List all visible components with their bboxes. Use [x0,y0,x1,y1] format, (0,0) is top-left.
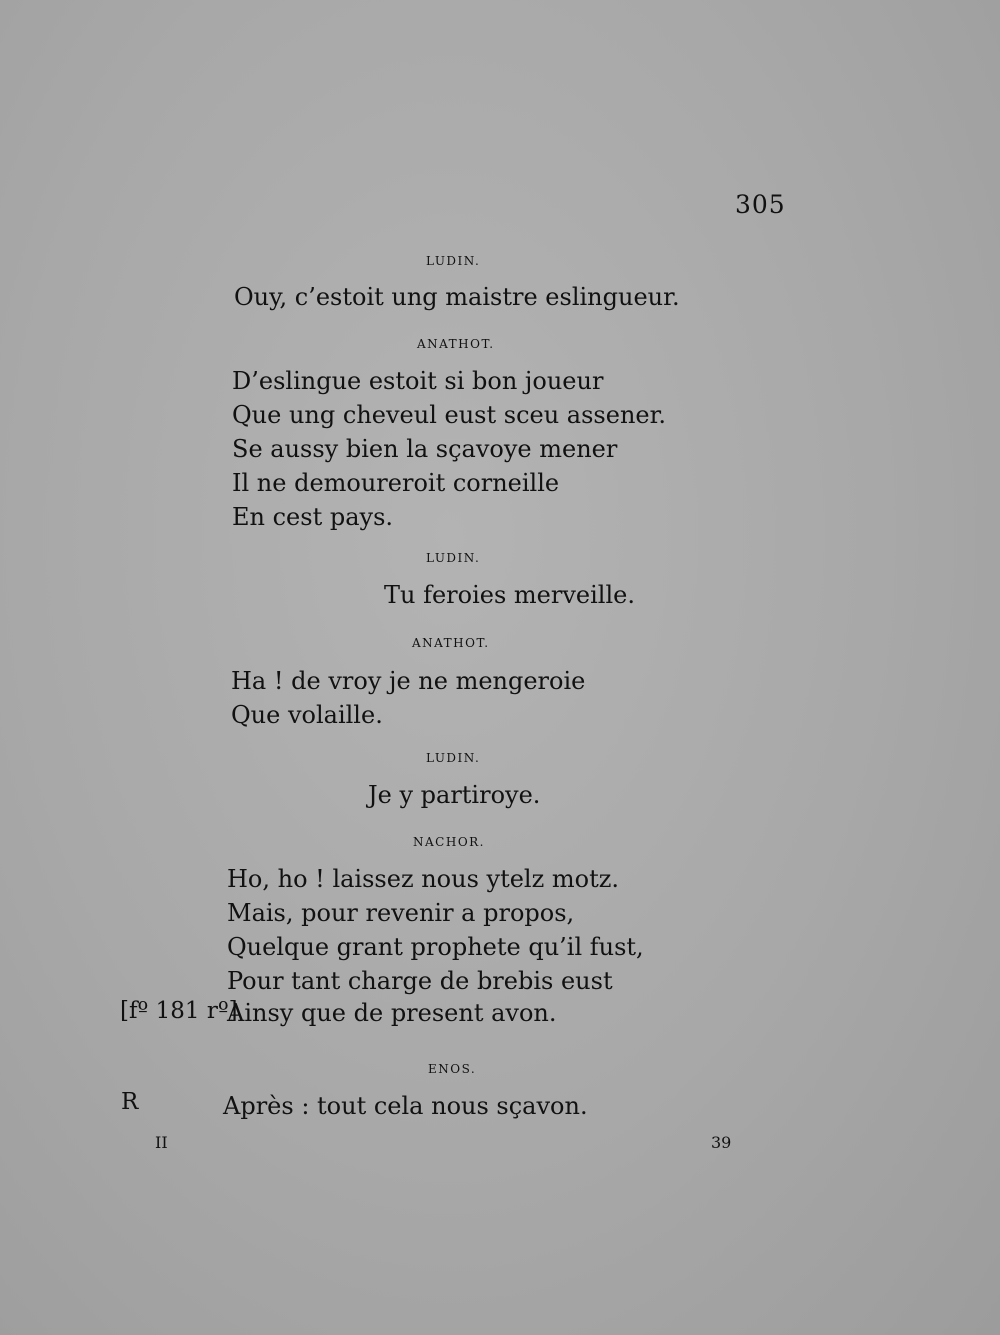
verse-line: Ouy, c’estoit ung maistre eslingueur. [234,283,680,311]
verse-line: Que ung cheveul eust sceu assener. [232,401,667,429]
verse-line: Tu feroies merveille. [384,581,635,609]
verse-line: Pour tant charge de brebis eust [227,967,613,995]
verse-line: Ha ! de vroy je ne mengeroie [231,667,586,695]
verse-line: Quelque grant prophete qu’il fust, [227,933,644,961]
folio-note: [fº 181 rº] [120,998,238,1024]
verse-line: En cest pays. [232,503,394,531]
verse-line: Ainsy que de present avon. [227,999,557,1027]
speaker-ludin: LUDIN. [426,551,481,565]
page-number: 305 [735,190,786,219]
speaker-anathot: ANATHOT. [412,636,490,650]
verse-line: Mais, pour revenir a propos, [227,899,575,927]
signature-left: II [155,1133,168,1152]
verse-line: Il ne demoureroit corneille [232,469,560,497]
signature-right: 39 [711,1133,732,1152]
verse-line: Ho, ho ! laissez nous ytelz motz. [227,865,620,893]
margin-letter: R [121,1089,139,1115]
verse-line: Se aussy bien la sçavoye mener [232,435,618,463]
speaker-enos: ENOS. [428,1062,477,1076]
verse-line: D’eslingue estoit si bon joueur [232,367,604,395]
speaker-ludin: LUDIN. [426,254,481,268]
speaker-anathot: ANATHOT. [417,337,495,351]
speaker-nachor: NACHOR. [413,835,485,849]
verse-line: Que volaille. [231,701,383,729]
verse-line: Je y partiroye. [368,781,541,809]
verse-line: Après : tout cela nous sçavon. [223,1092,588,1120]
speaker-ludin: LUDIN. [426,751,481,765]
